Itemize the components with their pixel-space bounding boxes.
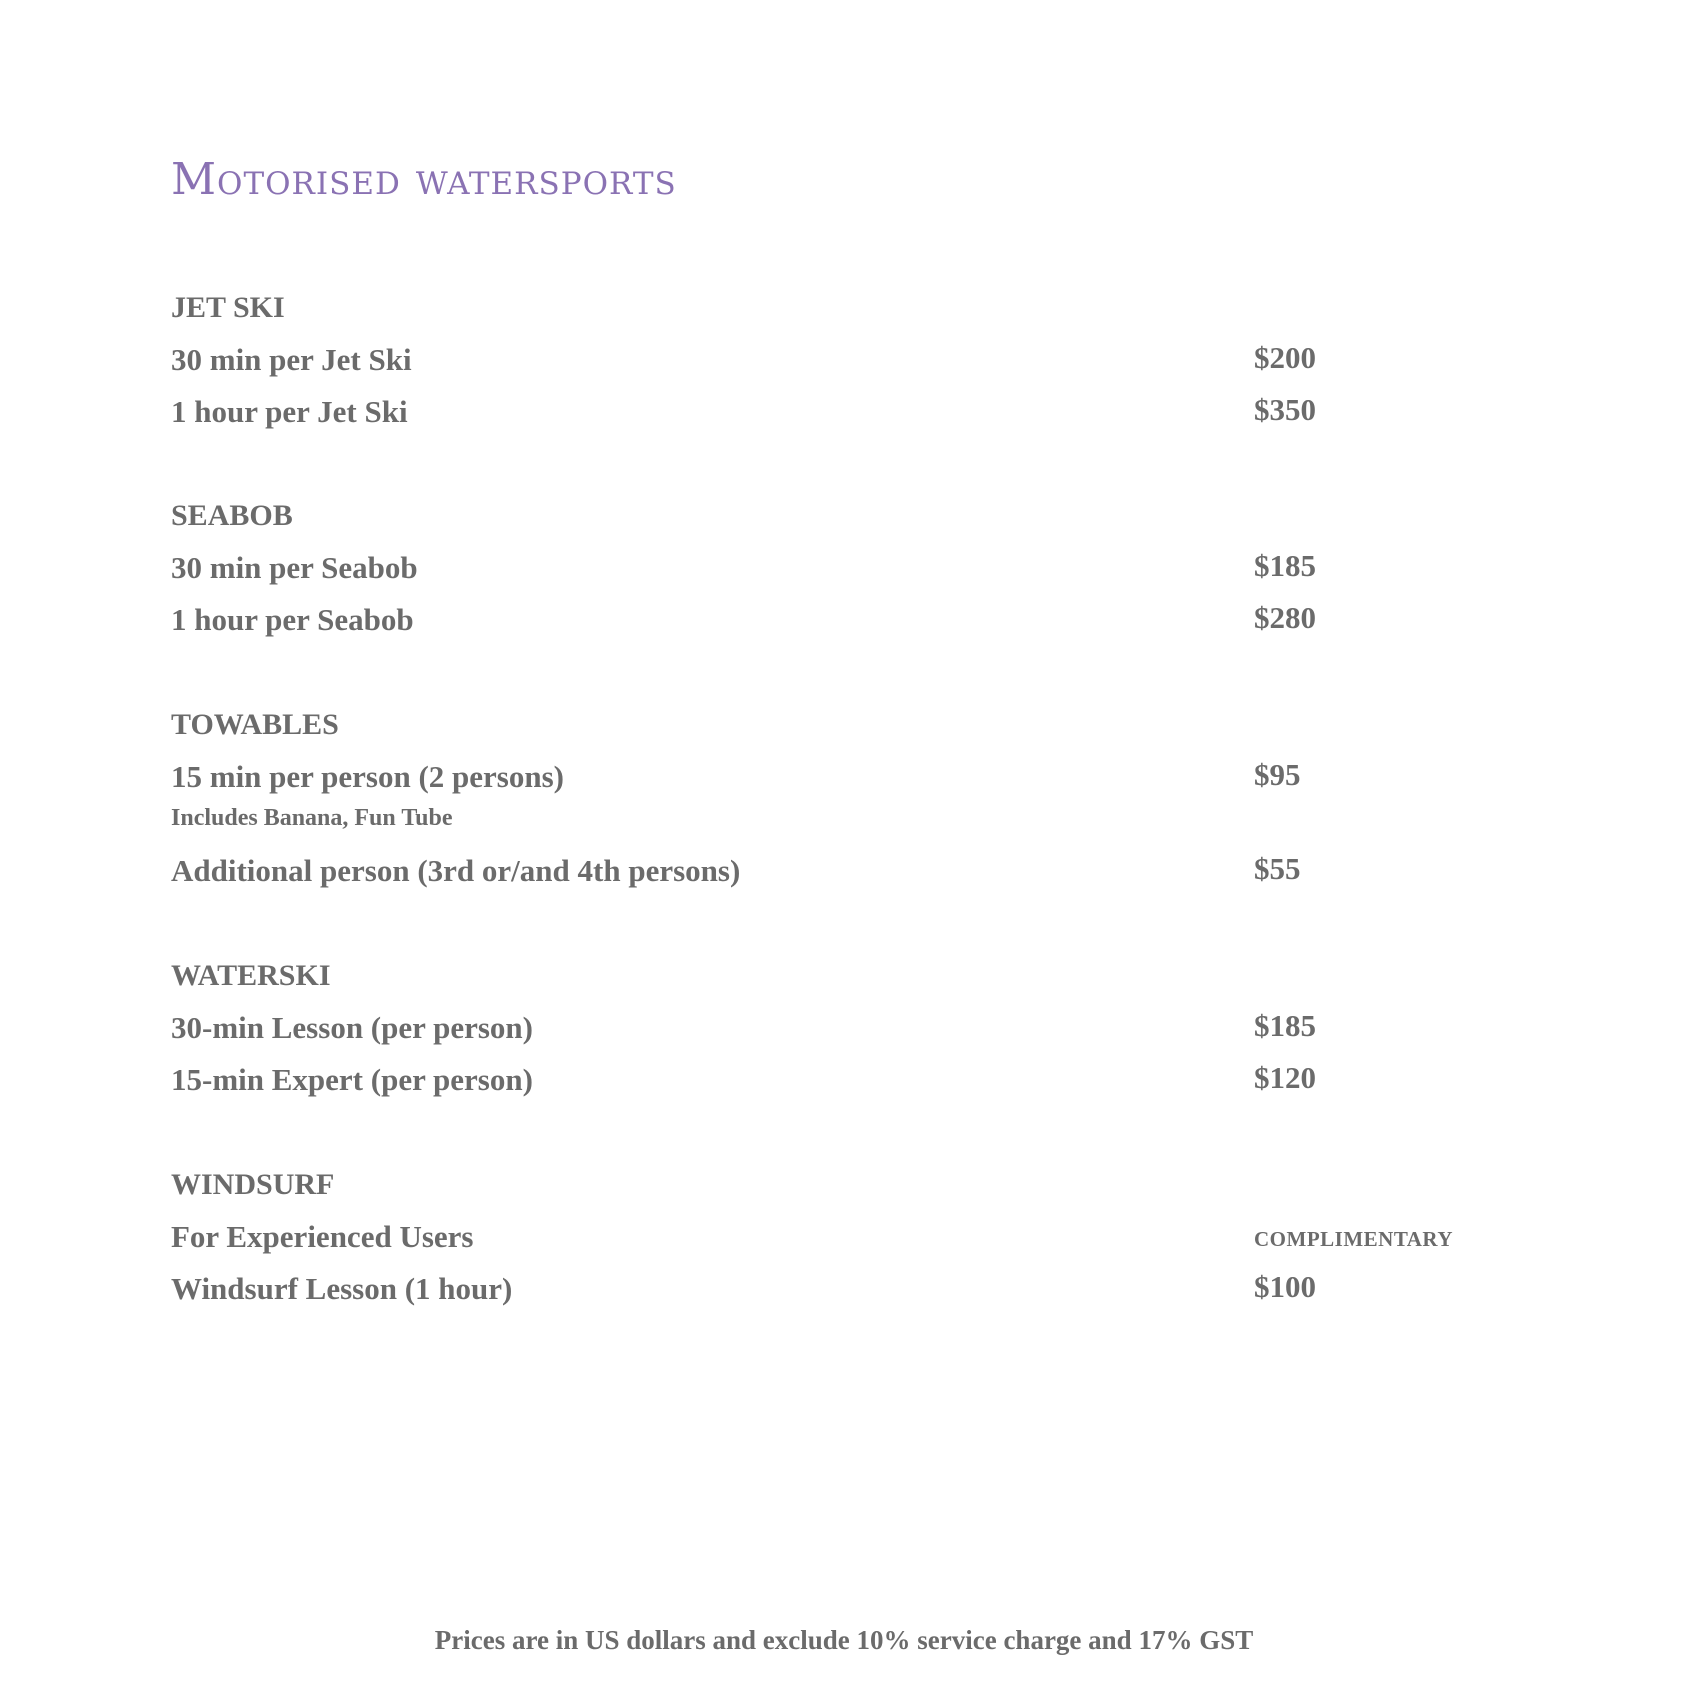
item-price: $55 [1254, 851, 1301, 886]
item-price: $120 [1254, 1060, 1316, 1095]
item-label: 30 min per Seabob [171, 550, 418, 585]
section-heading: JET SKI [171, 291, 285, 324]
item-price: $95 [1254, 757, 1301, 792]
item-label: For Experienced Users [171, 1219, 474, 1254]
note-row [171, 803, 1471, 845]
section-heading: SEABOB [171, 499, 293, 532]
section-waterski [171, 950, 1471, 1106]
item-price: $100 [1254, 1269, 1316, 1304]
price-row [171, 334, 1471, 386]
item-label: 30 min per Jet Ski [171, 342, 412, 377]
item-price: $200 [1254, 340, 1316, 375]
item-price: COMPLIMENTARY [1254, 1227, 1454, 1251]
section-jet-ski [171, 282, 1471, 438]
section-heading: WATERSKI [171, 959, 331, 992]
price-row [171, 386, 1471, 438]
section-towables [171, 699, 1471, 897]
footer-note: Prices are in US dollars and exclude 10% service charge and 17% GST [434, 1625, 1254, 1655]
item-label: 15-min Expert (per person) [171, 1062, 533, 1097]
section-heading: TOWABLES [171, 708, 339, 741]
price-row [171, 751, 1471, 803]
item-note: Includes Banana, Fun Tube [171, 805, 453, 831]
price-row [171, 845, 1471, 897]
price-row [171, 1054, 1471, 1106]
item-label: 1 hour per Jet Ski [171, 394, 408, 429]
section-seabob [171, 490, 1471, 646]
item-price: $185 [1254, 548, 1316, 583]
item-price: $185 [1254, 1008, 1316, 1043]
section-windsurf [171, 1159, 1471, 1315]
item-price: $280 [1254, 600, 1316, 635]
item-label: 15 min per person (2 persons) [171, 759, 564, 794]
item-label: Additional person (3rd or/and 4th persons) [171, 853, 741, 888]
price-row [171, 1002, 1471, 1054]
section-heading: WINDSURF [171, 1168, 335, 1201]
price-row [171, 542, 1471, 594]
page-title: Motorised watersports [171, 154, 677, 205]
price-row [171, 594, 1471, 646]
item-label: Windsurf Lesson (1 hour) [171, 1271, 513, 1306]
item-price: $350 [1254, 392, 1316, 427]
price-row [171, 1263, 1471, 1315]
item-label: 1 hour per Seabob [171, 602, 414, 637]
price-row [171, 1211, 1471, 1263]
item-label: 30-min Lesson (per person) [171, 1010, 533, 1045]
